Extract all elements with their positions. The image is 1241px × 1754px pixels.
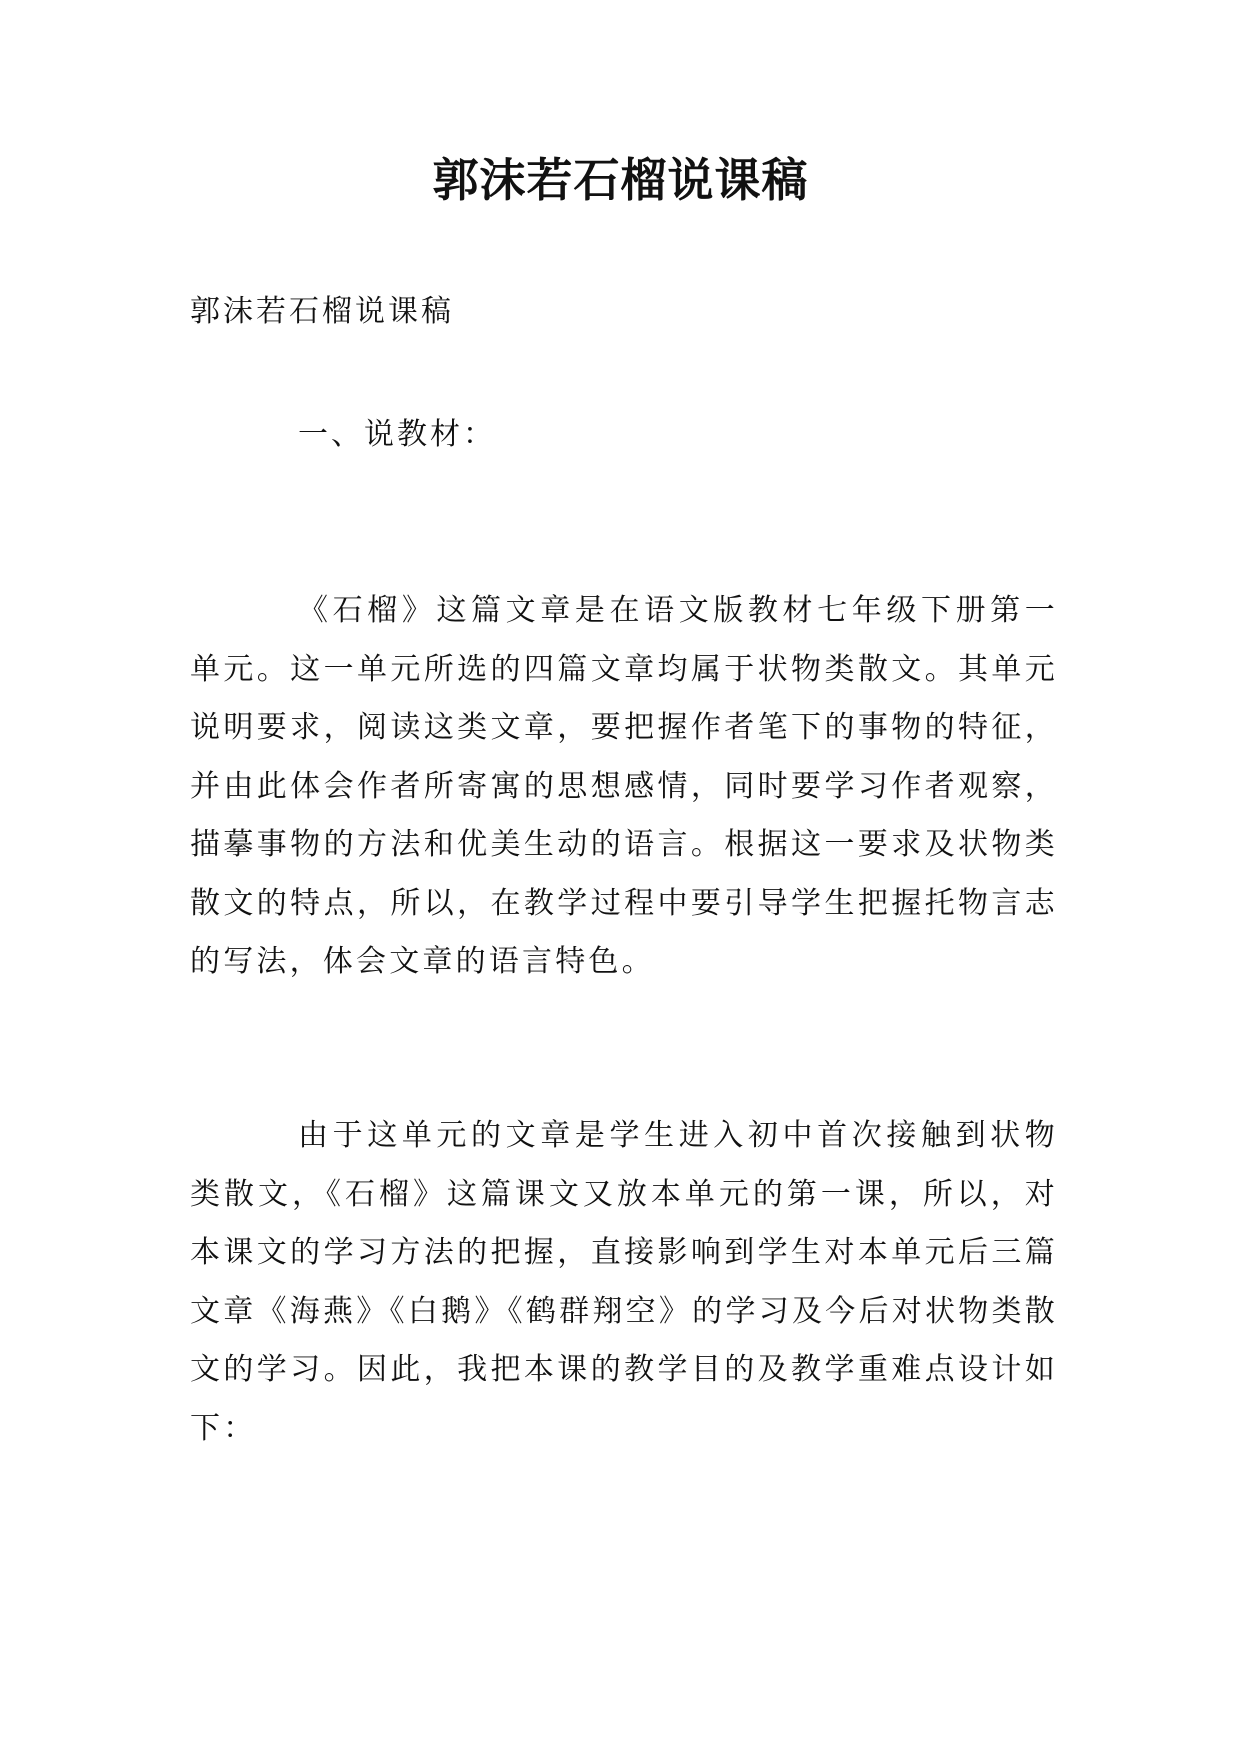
section-heading: 一、说教材： (298, 417, 496, 452)
paragraph-2: 由于这单元的文章是学生进入初中首次接触到状物类散文，《石榴》这篇课文又放本单元的第一课，所以，对本课文的学习方法的把握，直接影响到学生对本单元后三篇文章《海燕》《白鹅》《鹤群翔空》的学习及今后对状物类散文的学习。因此，我把本课的教学目的及教学重难点设计如下： (190, 1118, 1058, 1446)
document-title: 郭沫若石榴说课稿 (432, 153, 809, 207)
paragraph-1: 《石榴》这篇文章是在语文版教材七年级下册第一单元。这一单元所选的四篇文章均属于状物类散文。其单元说明要求，阅读这类文章，要把握作者笔下的事物的特征，并由此体会作者所寄寓的思想感情，同时要学习作者观察，描摹事物的方法和优美生动的语言。根据这一要求及状物类散文的特点，所以，在教学过程中要引导学生把握托物言志的写法，体会文章的语言特色。 (190, 593, 1058, 979)
document-subtitle: 郭沫若石榴说课稿 (190, 294, 454, 329)
